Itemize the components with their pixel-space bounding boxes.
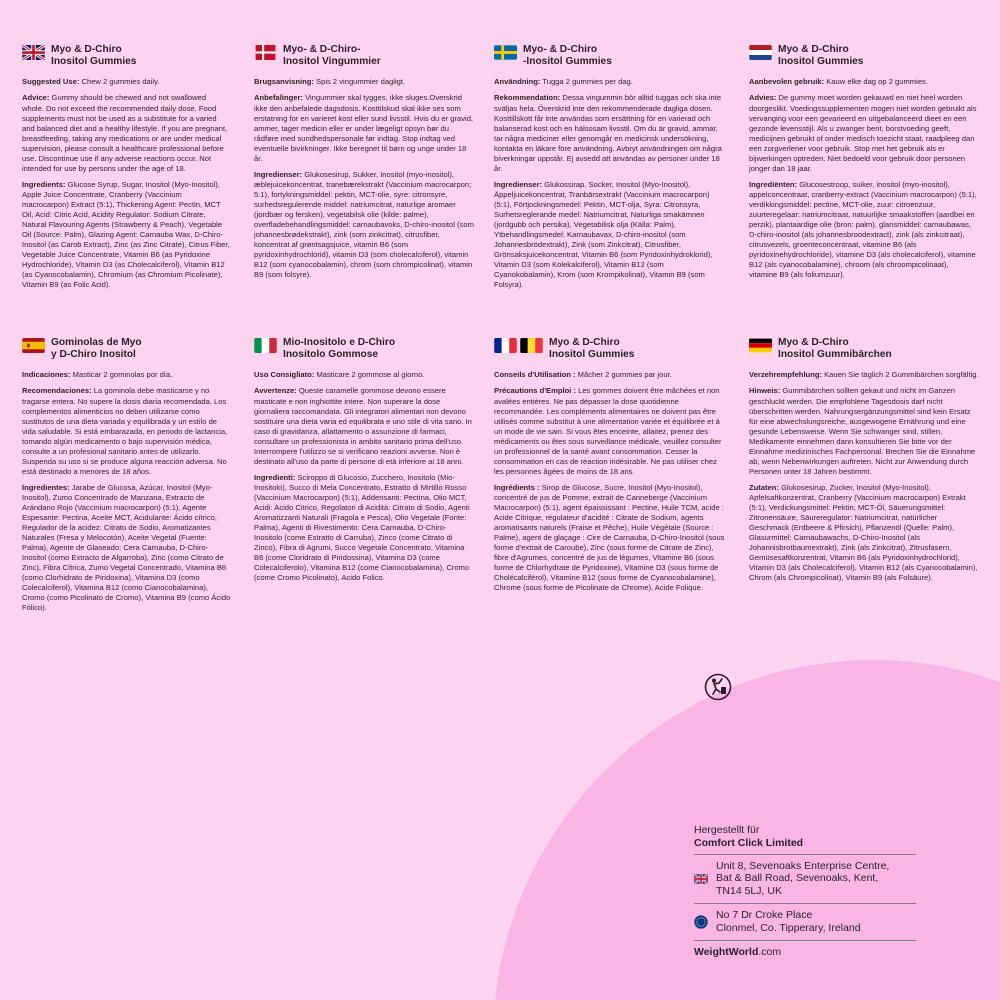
- eu-address-row: [694, 903, 916, 940]
- panel-se: [494, 44, 726, 296]
- suggested-use: Uso Consigliato: Masticare 2 gommose al giorno.: [254, 370, 425, 380]
- flag-group: [749, 338, 772, 353]
- eu-address: No 7 Dr Croke Place Clonmel, Co. Tipperary, Ireland: [716, 908, 861, 934]
- uk-address-row: [694, 854, 916, 903]
- panel-header: [494, 44, 726, 68]
- advice: Recomendaciones: La gominola debe masticarse y no tragarse entera. No supere la dosis diaria recomendada. Los complementos alimenticios no deben utilizarse como sustitutos de una dieta variada y equilibrada y un estilo de vida saludable. Si está embarazada, en periodo de lactancia, tomando algún medicamento o bajo supervisión médica, consulte a un profesional sanitario antes de utilizarlo. Suspenda su uso si se produce alguna reacción adversa. No está destinado a menores de 18 años.: [22, 386, 228, 476]
- panel-title: Myo- & D-Chiro- Inositol Vingummier: [283, 44, 381, 68]
- ingredients: Ingredients: Glucose Syrup, Sugar, Inositol (Myo-Inositol), Apple Juice Concentrate, Cranberry (Vaccinium macrocarpon) Extract (5:1), Thickening Agent: Pectin, MCT Oil, Acid: Citric Acid, Acidity Regulator: Sodium Citrate, Natural Flavouring Agents (Strawberry & Peach), Vegetable Oil (Source: Palm), Glazing Agent: Carnauba Wax, D-Chiro-Inositol (as Carob Extract), Zinc (as Zinc Citrate), Citrus Fiber, Vegetable Juice Concentrate, Vitamin B6 (as Pyridoxine Hydrochloride), Vitamin D3 (as Cholecalciferol), Vitamin B12 (as Cyanocobalamin), Chromium (as Chromium Picolinate), Vitamin B9 (as Folic Acid).: [22, 179, 230, 289]
- italy-flag-icon: [254, 338, 277, 353]
- netherlands-flag-icon: [749, 45, 772, 60]
- flag-group: [494, 338, 543, 353]
- panel-title: Myo- & D-Chiro -Inositol Gummies: [523, 44, 612, 68]
- denmark-flag-icon: [254, 45, 277, 60]
- advice: Advice: Gummy should be chewed and not swallowed whole. Do not exceed the recommended daily dose. Food supplements must not be used as a substitute for a varied and balanced diet and a healthy lifestyle. If you are pregnant, breastfeeding, taking any medications or are under medical supervision, please consult a healthcare professional before use. Discontinue use if any adverse reactions occur. Not intended for use by persons under the age of 18.: [22, 93, 228, 173]
- ingredients: Ingredienser: Glukossirap, Socker, Inositol (Myo-Inositol), Äppeljuicekoncentrat, Tranbärsextrakt (Vaccinium macrocarpon) (5:1), Förtjockningsmedel: Pektin, MCT-olja, Syra: Citronsyra, Surhetsreglerande medel: Natriumcitrat, Naturliga smakämnen (jordgubb och persika), Vegetabilisk olja (Källa: Palm), Ytbehandlingsmedel: Karnaubavax, D-chiro-inositol (som Johannesbrödextrakt), Zink (som Zinkcitrat), Citrusfiber, Grönsaksjuicekoncentrat, Vitamin B6 (som Pyridoxinhydroklorid), Vitamin D3 (som Kolekalciferol), Vitamin B12 (som Cyanokobalamin), Krom (som Krompikolinat), Vitamin B9 (som Folsyra).: [494, 179, 713, 289]
- panel-header: [22, 337, 232, 361]
- ingredients: Ingrédients : Sirop de Glucose, Sucre, Inositol (Myo-Inositol), concentré de jus de Pomme, extrait de Canneberge (Vaccinium Macrocarpon) (5:1), agent épaississant : Pectine, Huile TCM, acide : Acide Citrique, régulateur d'acidité : Citrate de Sodium, agents aromatisants naturels (Fraise et Pêche), Huile Végétale (Source : Palme), agent de glaçage : Cire de Carnauba, D-Chiro-Inositol (sous forme d'extrait de Caroube), Zinc (sous forme de Citrate de Zinc), fibre d'Agrumes, concentré de jus de légumes, Vitamine B6 (sous forme de Chlorhydrate de Pyridoxine), Vitamine D3 (sous forme de Cholécalciférol), Vitamine B12 (sous forme de Cyanocobalamine), Chrome (sous forme de Picolinate de Chrome), Acide Folique.: [494, 482, 725, 592]
- panel-fr-be: [494, 337, 726, 599]
- panel-header: [749, 337, 979, 361]
- panel-header: [749, 44, 979, 68]
- uk-address: Unit 8, Sevenoaks Enterprise Centre, Bat & Ball Road, Sevenoaks, Kent, TN14 5LJ, UK: [716, 859, 890, 898]
- panel-header: [494, 337, 726, 361]
- panel-nl: [749, 44, 979, 286]
- advice: Avvertenze: Queste caramelle gommose devono essere masticate e non inghiottite intere. Non superare la dose giornaliera raccomandata. Gli integratori alimentari non devono sostituire una dieta varia ed equilibrata e uno stile di vita sano. In caso di gravidanza, allattamento o assunzione di farmaci, consultare un professionista in ambito sanitario prima dell'uso. Interrompere l'utilizzo se si verificano reazioni avverse. Non è destinato all'uso da parte di persone di età inferiore ai 18 anni.: [254, 386, 472, 466]
- flag-group: [254, 338, 277, 353]
- uk-flag-icon: [22, 45, 45, 60]
- ingredients: Ingrediënten: Glucosestroop, suiker, inositol (myo-inositol), appelconcentraat, cranberry-extract (Vaccinium macrocarpon) (5:1), verdikkingsmiddel: pectine, MCT-olie, zuur: citroenzuur, zuurteregelaar: natriumcitraat, natuurlijke smaakstoffen (aardbei en perzik), plantaardige olie (bron: palm), glansmiddel: carnaubawas, D-chiro-inositol (als johannesbroodextract), zink (als zinkcitraat), citrusvezels, groenteconcentraat, vitamine B6 (als pyridoxinehydrochloride), vitamine D3 (als cholecalciferol), vitamine B12 (als cyanocobalamine), chroom (als chroompicolinaat), vitamine B9 (als foliumzuur).: [749, 179, 977, 279]
- panel-header: [254, 337, 474, 361]
- belgium-flag-icon: [520, 338, 543, 353]
- panel-de: [749, 337, 979, 589]
- flag-group: [22, 45, 45, 60]
- ingredients: Ingredienser: Glukosesirup, Sukker, Inositol (myo-inositol), æblejuicekoncentrat, tranebærekstrakt (Vaccinium macrocarpon; 5:1), fortykningsmiddel: pektin, MCT-olie, syre: citronsyre, surhedsregulerende middel: natriumcitrat, naturlige aromaer (jordbær og fersken), vegetabilsk olie (kilde: palme), overfladebehandlingsmiddel: carnaubavoks, D-chiro-inositol (som johannesbrødekstrakt), zink (som zinkcitrat), citrusfiber, koncentrat af grøntsagsjuice, vitamin B6 (som pyridoxinhydrochlorid), vitamin D3 (som cholecalciferol), vitamin B12 (som cyanocobalamin), chrom (som chrompicolinat), vitamin B9 (som folsyre).: [254, 169, 474, 279]
- panel-title: Myo & D-Chiro Inositol Gummies: [51, 44, 137, 68]
- spain-flag-icon: [22, 338, 45, 353]
- advice: Anbefalinger: Vingummier skal tygges, ikke sluges.Overskrid ikke den anbefalede dagsdosis. Kosttilskud skal ikke ses som erstatning for en varieret kost eller sund livsstil. Hvis du er gravid, ammer, tager medicin eller er under lægeligt opsyn bør du rådføre med sundhedspersonale før indtag. Stop indtag ved eventuelle bivirkninger. Ikke beregnet til børn og unge under 18 år.: [254, 93, 474, 163]
- suggested-use: Brugsanvisning: Spis 2 vingummier dagligt.: [254, 77, 406, 87]
- advice: Rekommendation: Dessa vingummin bör alltid tuggas och ska inte sväljas hela. Överskrid inte den rekommenderade dagliga dosen. Kosttillskott får inte användas som ersättning för en varierad och balanserad kost och en hälsosam livsstil. Om du är gravid, ammar, tar några mediciner eller genomgår en medicinsk undersökning, kontakta en läkare före användning. Avbryt användningen om några biverkningar uppstår. Ej avsedd att användas av personer under 18 år.: [494, 93, 722, 173]
- uk-flag-icon: [694, 874, 708, 884]
- flag-group: [22, 338, 45, 353]
- sweden-flag-icon: [494, 45, 517, 60]
- ingredients: Ingredienti: Sciroppo di Glucosio, Zucchero, Inositolo (Mio-Inositolo), Succo di Mela Concentrato, Estratto di Mirtillo Rosso (Vaccinium Macrocarpon) (5:1), Addensanti: Pectina, Olio MCT, Acidi: Acido Citrico, Regolatori di Acidità: Citrato di Sodio, Agenti Aromatizzanti Naturali (Fragola e Pesca), Olio Vegetale (Fonte: Palma), Agenti di Rivestimento: Cera Carnauba, D-Chiro-Inositolo (come Estratto di Carruba), Zinco (come Citrato di Zinco), Fibra di Agrumi, Succo Vegetale Concentrato, Vitamina B6 (come Cloridrato di Piridossina), Vitamina D3 (come Colecalciferolo), Vitamina B12 (come Cianocobalamina), Cromo (come Cromo Picolinato), Acido Folico.: [254, 472, 470, 582]
- suggested-use: Aanbevolen gebruik: Kauw elke dag op 2 gummies.: [749, 77, 928, 87]
- panel-title: Gominolas de Myo y D-Chiro Inositol: [51, 337, 142, 361]
- panel-title: Mio-Inositolo e D-Chiro Inositolo Gommose: [283, 337, 396, 361]
- suggested-use: Verzehrempfehlung: Kauen Sie täglich 2 Gummibärchen sorgfältig.: [749, 370, 979, 380]
- panel-header: [254, 44, 474, 68]
- tidyman-recycle-icon: [704, 673, 732, 701]
- made-for-label: Hergestellt für: [694, 824, 760, 836]
- panel-title: Myo & D-Chiro Inositol Gummibärchen: [778, 337, 892, 361]
- germany-flag-icon: [749, 338, 772, 353]
- advice: Précautions d'Emploi : Les gommes doivent être mâchées et non avalées entières. Ne pas dépasser la dose quotidienne recommandée. Les compléments alimentaires ne doivent pas être utilisés comme substitut à une alimentation variée et équilibrée et à un mode de vie sain. Si vous êtes enceinte, allaitez, prenez des médicaments ou êtes sous surveillance médicale, veuillez consulter un professionnel de la santé avant consommation. Cesser la consommation en cas de réaction indésirable. Ne pas utiliser chez les personnes âgées de moins de 18 ans.: [494, 386, 722, 476]
- ingredients: Zutaten: Glukosesirup, Zucker, Inositol (Myo-Inositol), Apfelsaftkonzentrat, Cranberry (Vaccinium macrocarpon) Extrakt (5:1), Verdickungsmittel: Pektin, MCT-Öl, Säuerungsmittel: Zitronensäure, Säureregulator: Natriumcitrat, natürlicher Geschmack (Erdbeere & Pfirsich), Pflanzenöl (Quelle: Palm), Glasurmittel: Carnaubawachs, D-Chiro-Inositol (als Johannisbrotbaumextrakt), Zink (als Zinkcitrat), Zitrusfasern, Gemüsesaftkonzentrat, Vitamin B6 (als Pyridoxinhydrochlorid), Vitamin D3 (als Cholecalciferol), Vitamin B12 (als Cyanocobalamin), Chrom (als Chrompicolinat), Vitamin B9 (als Folsäure).: [749, 482, 978, 582]
- panel-title: Myo & D-Chiro Inositol Gummies: [778, 44, 864, 68]
- panel-header: [22, 44, 230, 68]
- ingredients: Ingredientes: Jarabe de Glucosa, Azúcar, Inositol (Myo-Inositol), Zumo Concentrado de Manzana, Extracto de Arándano Rojo (Vaccinium macrocarpon) (5:1), Agente Espesante: Pectina, Aceite MCT, Acidulante: Ácido cítrico, Regulador de la acidez: Citrato de Sodio, Aromatizantes Naturales (Fresa y Melocotón), Aceite Vegetal (Fuente: Palma), Agente de Glaseado: Cera Carnauba, D-Chiro-Inositol (como Extracto de Algarroba), Zinc (como Citrato de Zinc), Fibra Cítrica, Zumo Vegetal Concentrado, Vitamina B6 (como Clorhidrato de Piridoxina), Vitamina D3 (como Colecalciferol), Vitamina B12 (como Cianocobalamina), Cromo (como Picolinato de Cromo), Vitamina B9 (como Ácido Fólico).: [22, 482, 231, 612]
- panel-dk: [254, 44, 474, 286]
- panel-it: [254, 337, 474, 589]
- flag-group: [494, 45, 517, 60]
- france-flag-icon: [494, 338, 517, 353]
- panel-es: [22, 337, 232, 619]
- suggested-use: Användning: Tugga 2 gummies per dag.: [494, 77, 633, 87]
- manufacturer-block: [694, 824, 916, 958]
- panel-title: Myo & D-Chiro Inositol Gummies: [549, 337, 635, 361]
- suggested-use: Indicaciones: Masticar 2 gominolas por día.: [22, 370, 173, 380]
- eu-flag-icon: [694, 915, 708, 929]
- panel-uk: [22, 44, 230, 296]
- suggested-use: Conseils d'Utilisation : Mâcher 2 gummies par jour.: [494, 370, 672, 380]
- advice: Hinweis: Gummibärchen sollten gekaut und nicht im Ganzen geschluckt werden. Die empfohlene Tagesdosis darf nicht überschritten werden. Nahrungsergänzungsmittel sind kein Ersatz für eine abwechslungsreiche, ausgewogene Ernährung und eine gesunde Lebensweise. Wenn Sie schwanger sind, stillen, Medikamente einnehmen dann konsultieren Sie bitte vor der Einnahme medizinisches Fachpersonal. Brechen Sie die Einnahme ab, wenn Nebenwirkungen auftreten. Nicht zur Anwendung durch Personen unter 18 Jahren bestimmt.: [749, 386, 976, 476]
- company-name: Comfort Click Limited: [694, 836, 804, 849]
- flag-group: [254, 45, 277, 60]
- flag-group: [749, 45, 772, 60]
- website-link[interactable]: WeightWorld.com: [694, 940, 916, 959]
- advice: Advies: De gummy moet worden gekauwd en niet heel worden doorgeslikt. Voedingssupplementen mogen niet worden gebruikt als vervanging voor een gevarieerd en uitgebalanceerd dieet en een gezonde levensstijl. Als u zwanger bent, borstvoeding geeft, medicijnen gebruikt of onder medisch toezicht staat, raadpleeg dan een zorgverlener voor gebruik. Stop met het gebruik als er bijwerkingen optreden. Niet bedoeld voor gebruik door personen jonger dan 18 jaar.: [749, 93, 977, 173]
- suggested-use: Suggested Use: Chew 2 gummies daily.: [22, 77, 160, 87]
